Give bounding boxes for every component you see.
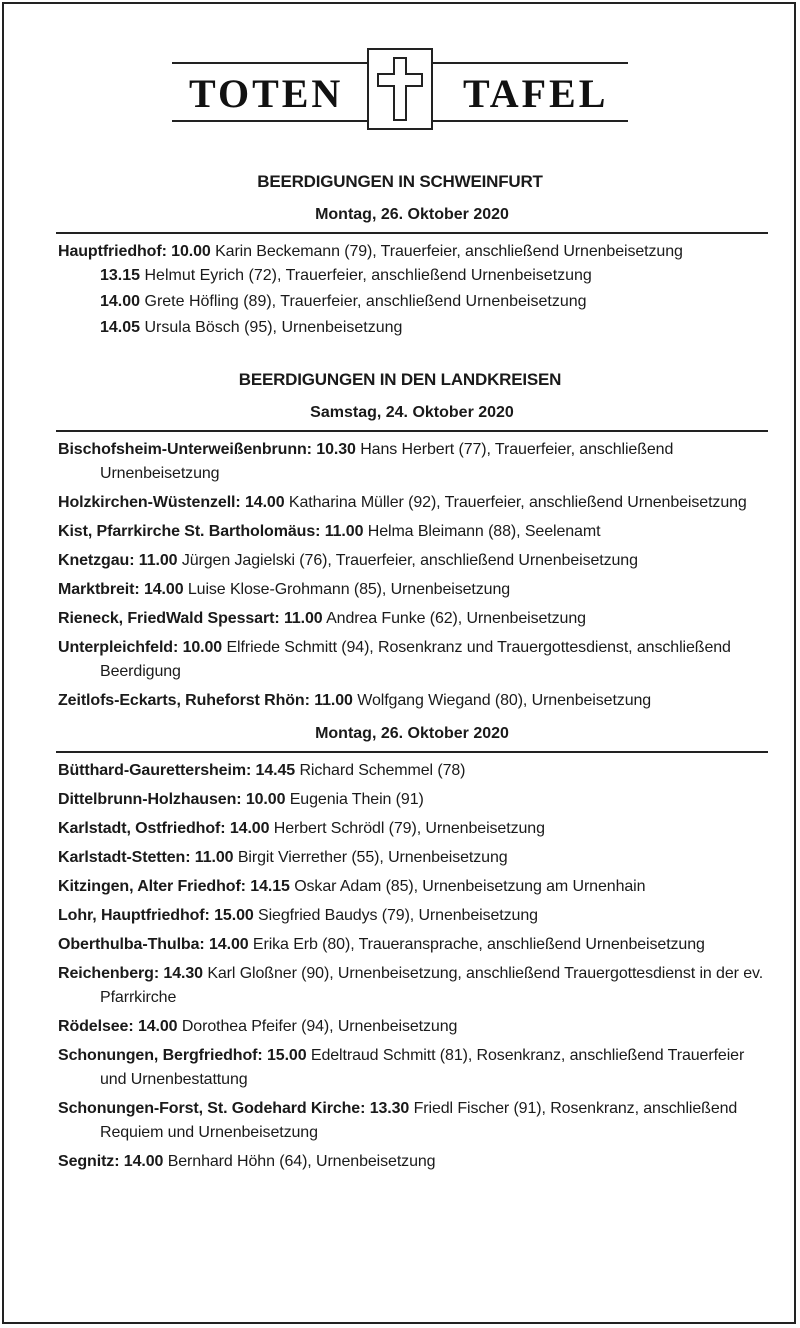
entry-time: 11.00 xyxy=(194,849,234,866)
masthead-left-word: TOTEN xyxy=(189,71,344,116)
list-item xyxy=(58,933,768,957)
entry-time: 10.00 xyxy=(182,639,223,656)
obituary-listing xyxy=(0,170,800,1179)
entry-list xyxy=(58,240,768,340)
entry-place: Rieneck, FriedWald Spessart: xyxy=(58,610,280,627)
entry-time: 10.30 xyxy=(316,441,356,458)
masthead-right-word: TAFEL xyxy=(463,71,609,116)
list-item xyxy=(58,846,768,870)
list-item xyxy=(58,1015,768,1039)
entry-text: Eugenia Thein (91) xyxy=(289,791,424,808)
list-item xyxy=(58,549,768,573)
entry-place: Karlstadt-Stetten: xyxy=(58,849,191,866)
entry-time: 13.30 xyxy=(369,1100,410,1117)
cross-box xyxy=(367,48,433,130)
entry-text: Helmut Eyrich (72), Trauerfeier, anschließend Urnenbeisetzung xyxy=(144,267,592,284)
list-item xyxy=(58,240,768,264)
entry-place: Dittelbrunn-Holzhausen: xyxy=(58,791,242,808)
list-item xyxy=(58,520,768,544)
entry-text: Grete Höfling (89), Trauerfeier, anschließend Urnenbeisetzung xyxy=(144,293,587,310)
entry-place: Marktbreit: xyxy=(58,581,140,598)
list-item xyxy=(58,1097,768,1145)
entry-place: Kist, Pfarrkirche St. Bartholomäus: xyxy=(58,523,321,540)
entry-time: 14.45 xyxy=(255,762,296,779)
entry-text: Oskar Adam (85), Urnenbeisetzung am Urnenhain xyxy=(294,878,646,895)
entry-time: 14.15 xyxy=(250,878,290,895)
entry-text: Richard Schemmel (78) xyxy=(299,762,466,779)
entry-text: Helma Bleimann (88), Seelenamt xyxy=(367,523,601,540)
entry-text: Andrea Funke (62), Urnenbeisetzung xyxy=(326,610,586,627)
masthead-rule xyxy=(433,120,628,122)
list-item xyxy=(58,290,768,314)
entry-text: Friedl Fischer (91), Rosenkranz, anschließend Requiem und Urnenbeisetzung xyxy=(100,1100,738,1141)
entry-time: 15.00 xyxy=(266,1047,307,1064)
entry-text: Ursula Bösch (95), Urnenbeisetzung xyxy=(144,319,403,336)
entry-time: 14.00 xyxy=(209,936,249,953)
entry-time: 11.00 xyxy=(138,552,178,569)
entry-place: Segnitz: xyxy=(58,1153,120,1170)
list-item xyxy=(58,817,768,841)
list-item xyxy=(58,636,768,684)
entry-place: Reichenberg: xyxy=(58,965,160,982)
entry-time: 14.00 xyxy=(143,581,184,598)
section-title: BEERDIGUNGEN IN DEN LANDKREISEN xyxy=(238,370,562,389)
entry-text: Wolfgang Wiegand (80), Urnenbeisetzung xyxy=(357,692,652,709)
entry-text: Karin Beckemann (79), Trauerfeier, anschließend Urnenbeisetzung xyxy=(215,243,683,260)
list-item xyxy=(58,875,768,899)
entry-place: Holzkirchen-Wüstenzell: xyxy=(58,494,241,511)
entry-place: Bischofsheim-Unterweißenbrunn: xyxy=(58,441,312,458)
entry-text: Edeltraud Schmitt (81), Rosenkranz, anschließend Trauerfeier und Urnenbestattung xyxy=(100,1047,745,1088)
entry-place: Lohr, Hauptfriedhof: xyxy=(58,907,210,924)
entry-text: Erika Erb (80), Traueransprache, anschließend Urnenbeisetzung xyxy=(252,936,705,953)
cross-icon xyxy=(369,50,431,128)
entry-place: Bütthard-Gaurettersheim: xyxy=(58,762,252,779)
list-item xyxy=(58,962,768,1010)
entry-place: Unterpleichfeld: xyxy=(58,639,179,656)
entry-text: Karl Gloßner (90), Urnenbeisetzung, anschließend Trauergottesdienst in der ev. Pfarrkirche xyxy=(100,965,764,1006)
entry-text: Dorothea Pfeifer (94), Urnenbeisetzung xyxy=(181,1018,458,1035)
entry-text: Katharina Müller (92), Trauerfeier, anschließend Urnenbeisetzung xyxy=(288,494,747,511)
entry-time: 11.00 xyxy=(324,523,364,540)
list-item xyxy=(58,1044,768,1092)
day-heading: Montag, 26. Oktober 2020 xyxy=(56,723,768,753)
entry-place: Rödelsee: xyxy=(58,1018,134,1035)
entry-text: Luise Klose-Grohmann (85), Urnenbeisetzung xyxy=(187,581,511,598)
entry-place: Kitzingen, Alter Friedhof: xyxy=(58,878,246,895)
entry-time: 11.00 xyxy=(314,692,353,709)
entry-time: 10.00 xyxy=(171,243,211,260)
section-title: BEERDIGUNGEN IN SCHWEINFURT xyxy=(257,172,543,191)
list-item xyxy=(58,316,768,340)
entry-time: 11.00 xyxy=(283,610,323,627)
list-item xyxy=(58,491,768,515)
list-item xyxy=(58,264,768,288)
masthead-rule xyxy=(172,120,367,122)
entry-time: 14.00 xyxy=(100,293,141,310)
entry-list xyxy=(58,759,768,1174)
entry-place: Zeitlofs-Eckarts, Ruheforst Rhön: xyxy=(58,692,310,709)
entry-place: Schonungen, Bergfriedhof: xyxy=(58,1047,263,1064)
entry-time: 14.30 xyxy=(163,965,203,982)
entry-place: Karlstadt, Ostfriedhof: xyxy=(58,820,226,837)
day-heading: Montag, 26. Oktober 2020 xyxy=(56,204,768,234)
entry-text: Jürgen Jagielski (76), Trauerfeier, anschließend Urnenbeisetzung xyxy=(181,552,638,569)
entry-time: 14.00 xyxy=(229,820,270,837)
list-item xyxy=(58,438,768,486)
masthead-rule xyxy=(172,62,367,64)
list-item xyxy=(58,1150,768,1174)
entry-text: Elfriede Schmitt (94), Rosenkranz und Trauergottesdienst, anschließend Beerdigung xyxy=(100,639,731,680)
list-item xyxy=(58,759,768,783)
entry-place: Hauptfriedhof: xyxy=(58,243,167,260)
list-item xyxy=(58,578,768,602)
list-item xyxy=(58,607,768,631)
entry-place: Oberthulba-Thulba: xyxy=(58,936,205,953)
entry-text: Hans Herbert (77), Trauerfeier, anschließend Urnenbeisetzung xyxy=(100,441,674,482)
list-item xyxy=(58,689,768,713)
day-heading: Samstag, 24. Oktober 2020 xyxy=(56,402,768,432)
entry-text: Bernhard Höhn (64), Urnenbeisetzung xyxy=(167,1153,436,1170)
entry-time: 13.15 xyxy=(100,267,141,284)
entry-time: 14.00 xyxy=(137,1018,178,1035)
entry-place: Knetzgau: xyxy=(58,552,135,569)
entry-text: Herbert Schrödl (79), Urnenbeisetzung xyxy=(273,820,545,837)
list-item xyxy=(58,788,768,812)
entry-time: 14.00 xyxy=(244,494,285,511)
entry-list xyxy=(58,438,768,713)
entry-text: Birgit Vierrether (55), Urnenbeisetzung xyxy=(237,849,508,866)
entry-time: 14.05 xyxy=(100,319,141,336)
entry-place: Schonungen-Forst, St. Godehard Kirche: xyxy=(58,1100,366,1117)
list-item xyxy=(58,904,768,928)
masthead-rule xyxy=(433,62,628,64)
masthead xyxy=(0,0,800,140)
entry-time: 14.00 xyxy=(123,1153,164,1170)
entry-text: Siegfried Baudys (79), Urnenbeisetzung xyxy=(258,907,538,924)
entry-time: 10.00 xyxy=(245,791,286,808)
entry-time: 15.00 xyxy=(214,907,254,924)
